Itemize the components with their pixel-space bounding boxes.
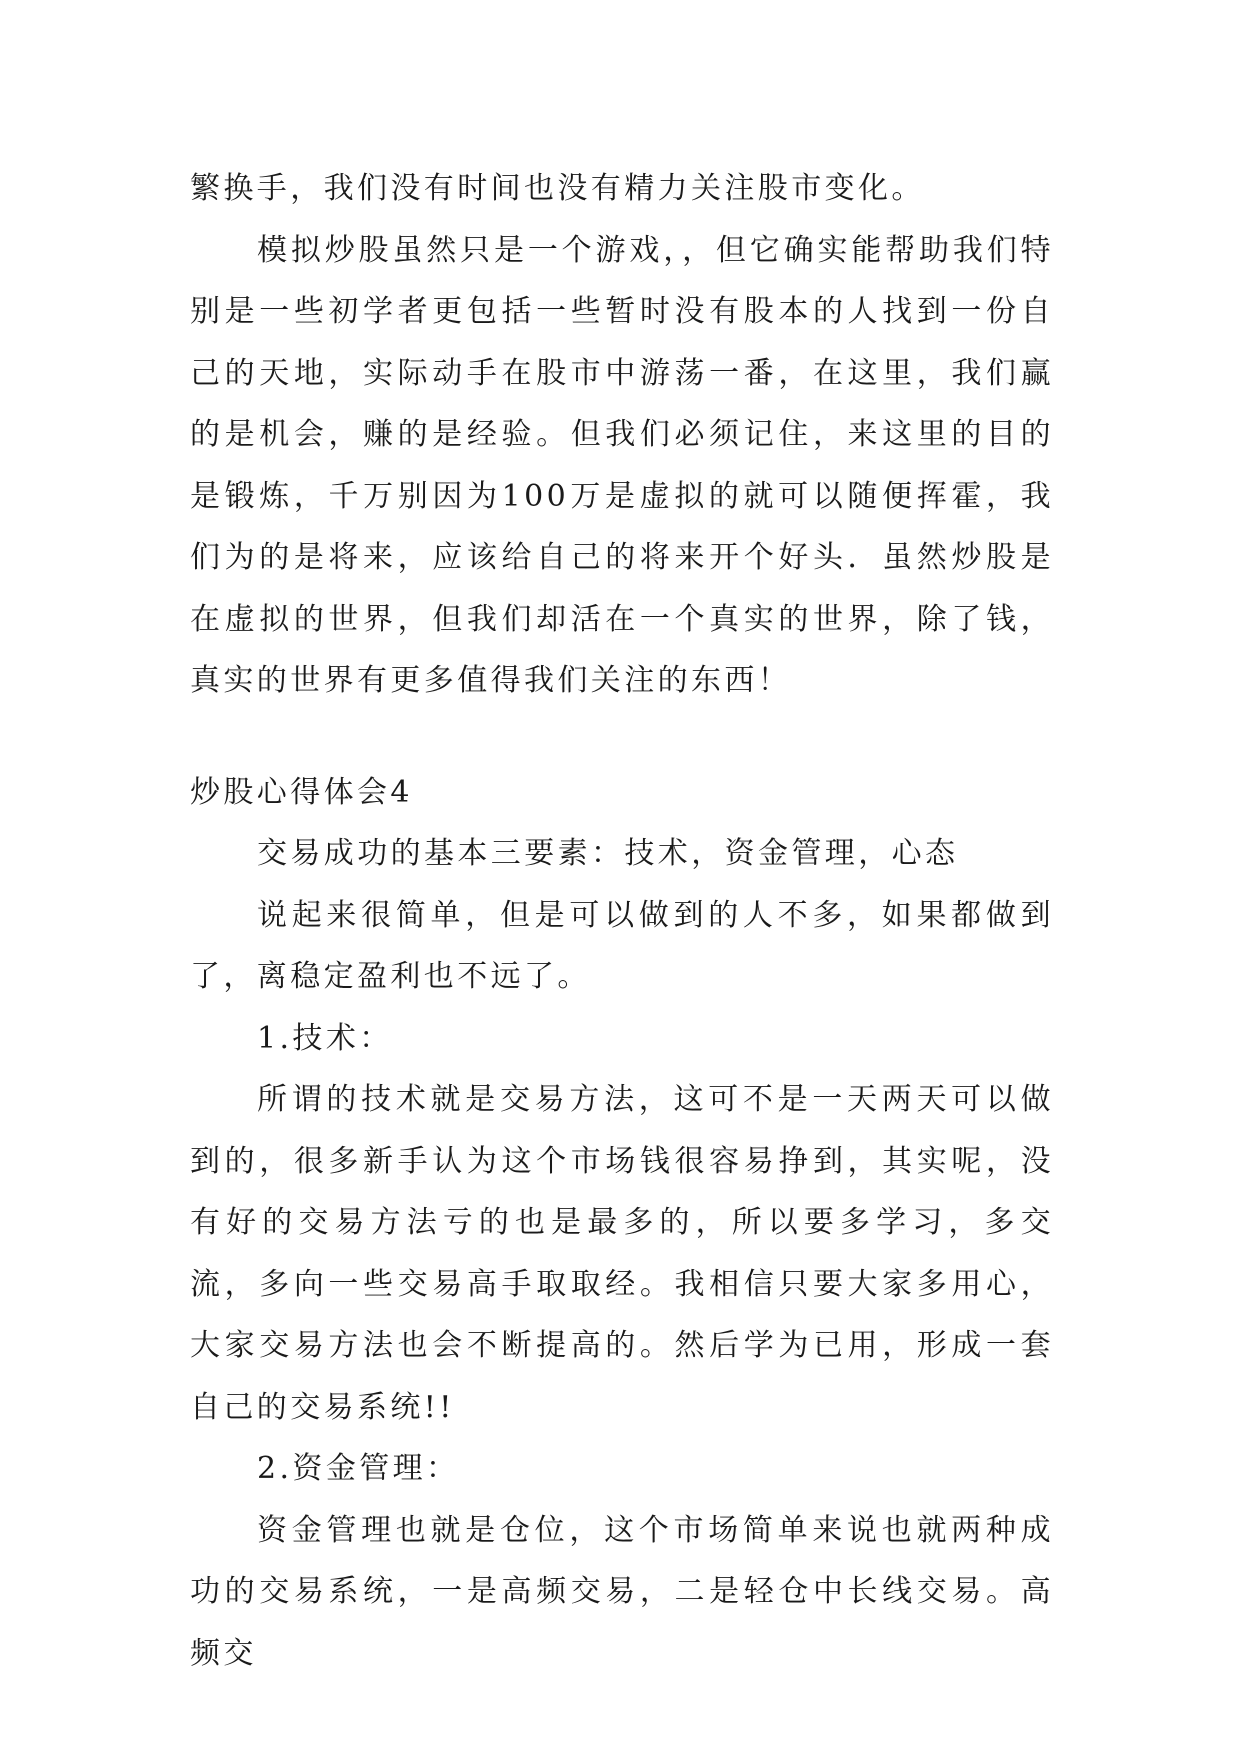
subheading-money-management: 2.资金管理： xyxy=(257,1451,460,1486)
paragraph-three-elements: 交易成功的基本三要素：技术，资金管理，心态 xyxy=(257,836,959,871)
document-page xyxy=(190,158,1054,1684)
paragraph-continuation: 繁换手，我们没有时间也没有精力关注股市变化。 xyxy=(190,171,925,206)
subheading-technique: 1.技术： xyxy=(257,1020,393,1056)
section-title: 炒股心得体会4 xyxy=(190,774,413,810)
paragraph-easy-said: 说起来很简单，但是可以做到的人不多，如果都做到了，离稳定盈利也不远了。 xyxy=(190,897,1054,994)
paragraph-money-management: 资金管理也就是仓位，这个市场简单来说也就两种成功的交易系统，一是高频交易，二是轻仓中长线交易。高频交 xyxy=(190,1512,1054,1671)
paragraph-simulated-trading: 模拟炒股虽然只是一个游戏，，但它确实能帮助我们特别是一些初学者更包括一些暂时没有股本的人找到一份自己的天地，实际动手在股市中游荡一番，在这里，我们赢的是机会，赚的是经验。但我们必须记住，来这里的目的是锻炼，千万别因为100万是虚拟的就可以随便挥霍，我们为的是将来，应该给自己的将来开个好头．虽然炒股是在虚拟的世界，但我们却活在一个真实的世界，除了钱，真实的世界有更多值得我们关注的东西！ xyxy=(190,232,1054,698)
paragraph-technique: 所谓的技术就是交易方法，这可不是一天两天可以做到的，很多新手认为这个市场钱很容易挣到，其实呢，没有好的交易方法亏的也是最多的，所以要多学习，多交流，多向一些交易高手取取经。我相信只要大家多用心，大家交易方法也会不断提高的。然后学为已用，形成一套自己的交易系统!! xyxy=(190,1082,1054,1425)
section-gap xyxy=(190,712,1054,762)
